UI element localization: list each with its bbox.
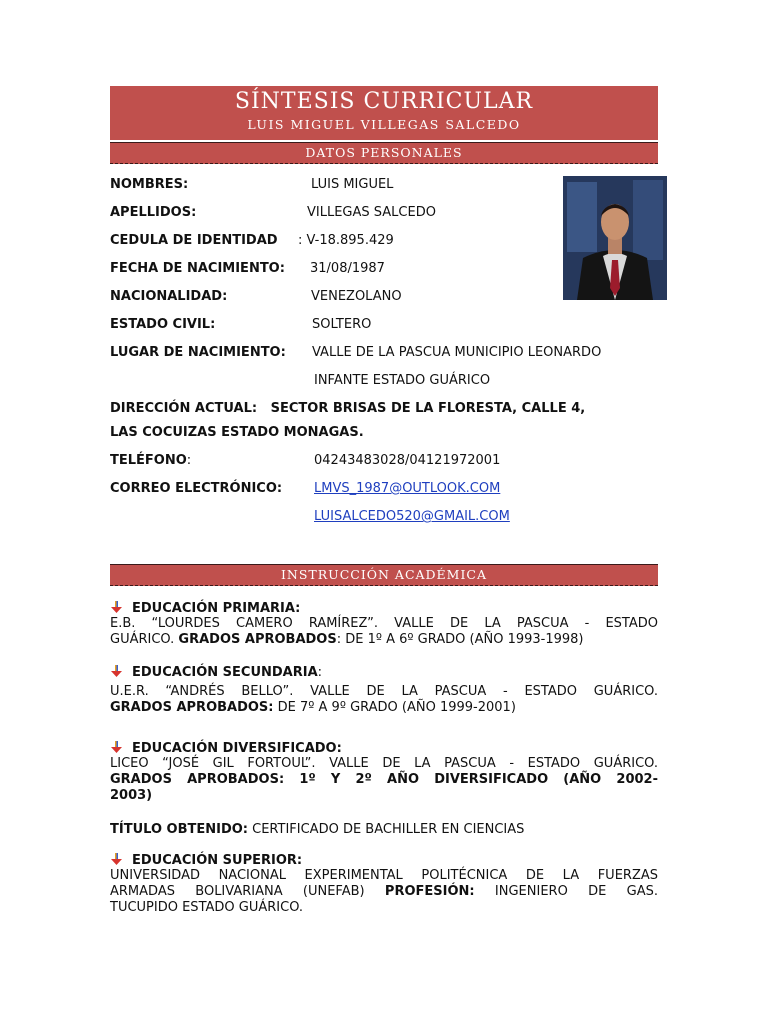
primaria-line-2-b: GRADOS APROBADOS <box>178 632 337 647</box>
direccion-line-2: LAS COCUIZAS ESTADO MONAGAS. <box>110 425 364 440</box>
primaria-para <box>110 616 658 648</box>
titulo-label: TÍTULO OBTENIDO: <box>110 822 248 837</box>
label-apellidos: APELLIDOS: <box>110 205 197 220</box>
secundaria-line-1: U.E.R. “ANDRÉS BELLO”. VALLE DE LA PASCUA - ESTADO GUÁRICO. <box>110 684 658 699</box>
label-telefono-colon: : <box>186 453 192 468</box>
value-lugar-nacimiento-1: VALLE DE LA PASCUA MUNICIPIO LEONARDO <box>312 345 602 360</box>
titulo-obtenido <box>110 821 524 839</box>
value-estado-civil: SOLTERO <box>312 317 372 332</box>
label-lugar-nacimiento: LUGAR DE NACIMIENTO: <box>110 345 286 360</box>
diversificado-para <box>110 756 658 804</box>
secundaria-line-2 <box>110 700 658 716</box>
section-academic: INSTRUCCIÓN ACADÉMICA <box>110 564 658 586</box>
email-link-outlook[interactable]: LMVS_1987@OUTLOOK.COM <box>314 481 501 496</box>
label-telefono-text: TELÉFONO <box>110 453 187 468</box>
profile-photo <box>563 176 667 300</box>
value-nombres: LUIS MIGUEL <box>311 177 394 192</box>
heading-secundaria <box>110 664 322 681</box>
superior-line-2-c: INGENIERO DE GAS. <box>474 884 658 899</box>
section-personal: DATOS PERSONALES <box>110 142 658 164</box>
label-correo: CORREO ELECTRÓNICO: <box>110 481 283 496</box>
heading-superior <box>110 852 302 869</box>
heading-secundaria-colon: : <box>317 665 323 680</box>
value-fecha-nacimiento: 31/08/1987 <box>310 261 385 276</box>
arrow-bullet-icon <box>110 740 124 754</box>
label-fecha-nacimiento: FECHA DE NACIMIENTO: <box>110 261 285 276</box>
arrow-bullet-icon <box>110 600 124 614</box>
superior-line-2-a: ARMADAS BOLIVARIANA (UNEFAB) <box>110 884 385 899</box>
arrow-bullet-icon <box>110 852 124 866</box>
secundaria-para <box>110 684 658 716</box>
heading-diversificado-text: EDUCACIÓN DIVERSIFICADO: <box>132 741 342 756</box>
email-link-gmail[interactable]: LUISALCEDO520@GMAIL.COM <box>314 509 510 524</box>
title-banner <box>110 86 658 140</box>
person-name: LUIS MIGUEL VILLEGAS SALCEDO <box>247 117 521 132</box>
superior-line-2-b: PROFESIÓN: <box>384 884 475 899</box>
label-nacionalidad: NACIONALIDAD: <box>110 289 228 304</box>
heading-superior-text: EDUCACIÓN SUPERIOR: <box>132 853 303 868</box>
diversificado-line-2: GRADOS APROBADOS: 1º Y 2º AÑO DIVERSIFICADO (AÑO 2002- <box>110 772 658 787</box>
profile-photo-icon <box>563 176 667 300</box>
value-nacionalidad: VENEZOLANO <box>311 289 402 304</box>
direccion-line-1: DIRECCIÓN ACTUAL: SECTOR BRISAS DE LA FLORESTA, CALLE 4, <box>110 401 586 416</box>
superior-line-1: UNIVERSIDAD NACIONAL EXPERIMENTAL POLITÉCNICA DE LA FUERZAS <box>110 868 658 883</box>
secundaria-line-2-b: GRADOS APROBADOS: <box>110 700 274 715</box>
label-estado-civil: ESTADO CIVIL: <box>110 317 216 332</box>
value-lugar-nacimiento-2: INFANTE ESTADO GUÁRICO <box>314 373 491 388</box>
value-cedula: : V-18.895.429 <box>298 233 394 248</box>
superior-line-2 <box>110 884 658 900</box>
heading-diversificado <box>110 740 342 757</box>
primaria-line-2 <box>110 632 658 648</box>
superior-para <box>110 868 658 916</box>
primaria-line-1: E.B. “LOURDES CAMERO RAMÍREZ”. VALLE DE LA PASCUA - ESTADO <box>110 616 658 631</box>
secundaria-line-2-c: DE 7º A 9º GRADO (AÑO 1999-2001) <box>273 700 516 715</box>
heading-primaria-text: EDUCACIÓN PRIMARIA: <box>132 601 301 616</box>
diversificado-line-3: 2003) <box>110 788 153 803</box>
primaria-line-2-a: GUÁRICO. <box>110 632 179 647</box>
titulo-value: CERTIFICADO DE BACHILLER EN CIENCIAS <box>248 822 525 837</box>
superior-line-3: TUCUPIDO ESTADO GUÁRICO. <box>110 900 304 915</box>
value-apellidos: VILLEGAS SALCEDO <box>307 205 436 220</box>
heading-primaria <box>110 600 300 617</box>
heading-secundaria-text: EDUCACIÓN SECUNDARIA <box>132 665 318 680</box>
label-telefono <box>110 452 191 470</box>
document-title: SÍNTESIS CURRICULAR <box>234 89 534 114</box>
primaria-line-2-c: : DE 1º A 6º GRADO (AÑO 1993-1998) <box>336 632 584 647</box>
diversificado-line-1: LICEO “JOSÉ GIL FORTOUL”. VALLE DE LA PASCUA - ESTADO GUÁRICO. <box>110 756 658 771</box>
label-cedula: CEDULA DE IDENTIDAD <box>110 233 278 248</box>
arrow-bullet-icon <box>110 664 124 678</box>
label-nombres: NOMBRES: <box>110 177 189 192</box>
value-telefono: 04243483028/04121972001 <box>314 453 501 468</box>
